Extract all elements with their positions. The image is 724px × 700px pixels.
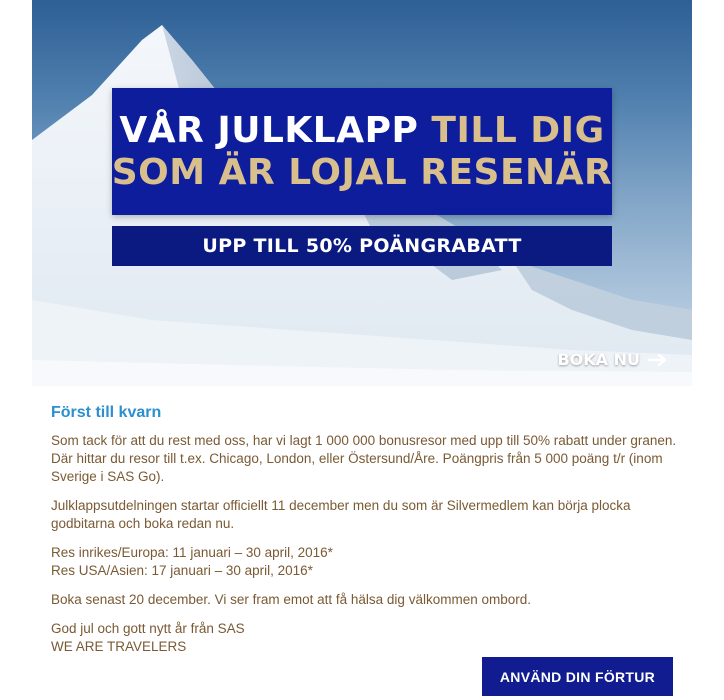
signoff xyxy=(51,620,681,656)
use-priority-button[interactable]: ANVÄND DIN FÖRTUR xyxy=(482,657,673,696)
section-heading: Först till kvarn xyxy=(51,404,162,421)
dates-domestic: Res inrikes/Europa: 11 januari – 30 april, 2016* xyxy=(51,545,333,560)
silver-paragraph: Julklappsutdelningen startar officiellt 11 december men du som är Silvermedlem kan börja plocka godbitarna och boka redan nu. xyxy=(51,498,631,531)
hero-title-line2: SOM ÄR LOJAL RESENÄR xyxy=(111,151,613,193)
signoff-slogan: WE ARE TRAVELERS xyxy=(51,639,187,654)
intro-paragraph: Som tack för att du rest med oss, har vi lagt 1 000 000 bonusresor med upp till 50% rabatt under granen. Där hittar du resor till t.ex. Chicago, London, eller Östersund/Åre. Poängpris från 5 000 poäng t/r (inom Sverige i SAS Go). xyxy=(51,433,677,484)
travel-dates xyxy=(51,544,681,580)
arrow-right-icon xyxy=(648,353,668,367)
hero-title-white: VÅR JULKLAPP xyxy=(119,109,419,151)
email-body xyxy=(51,404,681,656)
hero-title-gold: TILL DIG xyxy=(431,109,605,151)
hero-subtitle: UPP TILL 50% POÄNGRABATT xyxy=(112,226,612,266)
boka-nu-label: BOKA NU xyxy=(557,350,640,369)
dates-usa-asia: Res USA/Asien: 17 januari – 30 april, 2016* xyxy=(51,563,313,578)
booking-deadline: Boka senast 20 december. Vi ser fram emot att få hälsa dig välkommen ombord. xyxy=(51,592,531,607)
boka-nu-link[interactable] xyxy=(557,350,668,369)
signoff-greeting: God jul och gott nytt år från SAS xyxy=(51,621,245,636)
hero-banner[interactable] xyxy=(32,0,692,386)
hero-title-box xyxy=(112,88,612,215)
hero-title-line1 xyxy=(119,110,604,152)
